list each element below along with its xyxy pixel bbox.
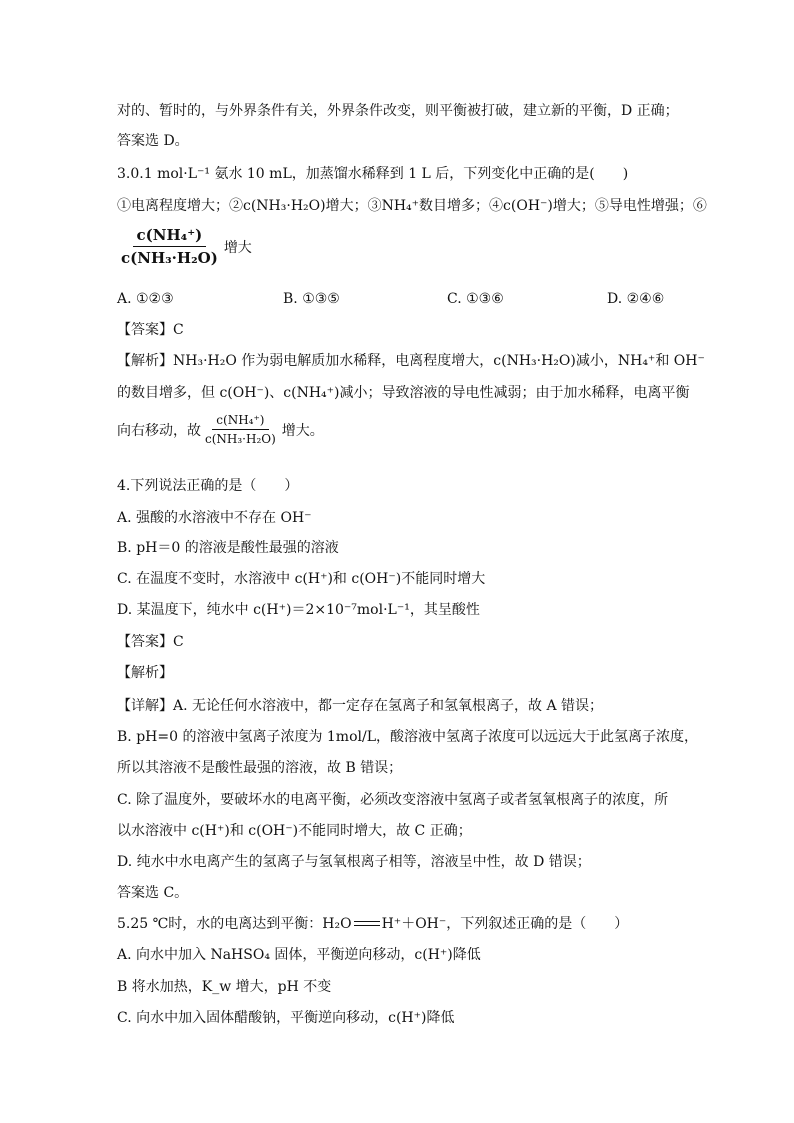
explanation-line: 【解析】NH₃·H₂O 作为弱电解质加水稀释，电离程度增大，c(NH₃·H₂O)减小，NH₄⁺和 OH⁻	[117, 353, 705, 369]
stem-suffix: H⁺＋OH⁻，下列叙述正确的是（ ）	[381, 916, 629, 932]
question-4-answer: 【答案】C	[117, 634, 184, 650]
text-line: 答案选 D。	[117, 133, 189, 149]
question-3-stem: 3.0.1 mol·L⁻¹ 氨水 10 mL，加蒸馏水稀释到 1 L 后，下列变化中正确的是( )	[117, 166, 629, 182]
detail-line: C. 除了温度外，要破坏水的电离平衡，必须改变溶液中氢离子或者氢氧根离子的浓度，所	[117, 792, 669, 808]
text-line: 对的、暂时的，与外界条件有关，外界条件改变，则平衡被打破，建立新的平衡，D 正确；	[117, 103, 679, 119]
question-4-stem: 4.下列说法正确的是（ ）	[117, 478, 299, 494]
detail-line: 所以其溶液不是酸性最强的溶液，故 B 错误；	[117, 760, 403, 776]
explanation-line: 的数目增多，但 c(OH⁻)、c(NH₄⁺)减小；导致溶液的导电性减弱；由于加水稀释，电离平衡	[117, 385, 690, 401]
option-d: D. 某温度下，纯水中 c(H⁺)＝2×10⁻⁷mol·L⁻¹，其呈酸性	[117, 602, 480, 618]
detail-line: B. pH=0 的溶液中氢离子浓度为 1mol/L，酸溶液中氢离子浓度可以远远大于此氢离子浓度，	[117, 729, 698, 745]
option-a: A. ①②③	[117, 291, 174, 307]
detail-line: 以水溶液中 c(H⁺)和 c(OH⁻)不能同时增大，故 C 正确；	[117, 823, 472, 839]
fraction-suffix: 增大	[223, 239, 252, 256]
question-4-final: 答案选 C。	[117, 885, 189, 901]
option-b: B. pH＝0 的溶液是酸性最强的溶液	[117, 540, 339, 556]
option-b: B 将水加热，K_w 增大，pH 不变	[117, 979, 332, 995]
option-a: A. 强酸的水溶液中不存在 OH⁻	[117, 510, 312, 526]
option-c: C. 向水中加入固体醋酸钠，平衡逆向移动，c(H⁺)降低	[117, 1010, 455, 1026]
stem-prefix: 5.25 ℃时，水的电离达到平衡：H₂O	[117, 916, 352, 932]
fraction-denominator: c(NH₃·H₂O)	[205, 432, 276, 446]
detail-line: 【详解】A. 无论任何水溶液中，都一定存在氢离子和氢氧根离子，故 A 错误；	[117, 698, 604, 714]
question-3-fraction-row	[117, 226, 252, 267]
explanation-suffix: 增大。	[281, 422, 324, 439]
option-c: C. 在温度不变时，水溶液中 c(H⁺)和 c(OH⁻)不能同时增大	[117, 571, 486, 587]
question-3-items: ①电离程度增大；②c(NH₃·H₂O)增大；③NH₄⁺数目增多；④c(OH⁻)增大；⑤导电性增强；⑥	[117, 198, 707, 214]
fraction-ammonium-over-ammonia	[201, 413, 280, 446]
fraction-ammonium-over-ammonia	[117, 226, 222, 267]
explanation-prefix: 向右移动，故	[117, 422, 201, 439]
question-3-answer: 【答案】C	[117, 322, 184, 338]
explanation-fraction-row	[117, 413, 324, 446]
fraction-numerator: c(NH₄⁺)	[212, 413, 268, 430]
fraction-numerator: c(NH₄⁺)	[133, 226, 207, 247]
option-c: C. ①③⑥	[447, 291, 504, 307]
fraction-denominator: c(NH₃·H₂O)	[121, 249, 218, 267]
option-d: D. ②④⑥	[607, 291, 665, 307]
question-4-analysis-label: 【解析】	[117, 665, 173, 681]
option-a: A. 向水中加入 NaHSO₄ 固体，平衡逆向移动，c(H⁺)降低	[117, 947, 481, 963]
detail-line: D. 纯水中水电离产生的氢离子与氢氧根离子相等，溶液呈中性，故 D 错误；	[117, 854, 591, 870]
equilibrium-arrow-icon	[354, 919, 380, 929]
option-b: B. ①③⑤	[283, 291, 340, 307]
question-5-stem	[117, 914, 628, 934]
